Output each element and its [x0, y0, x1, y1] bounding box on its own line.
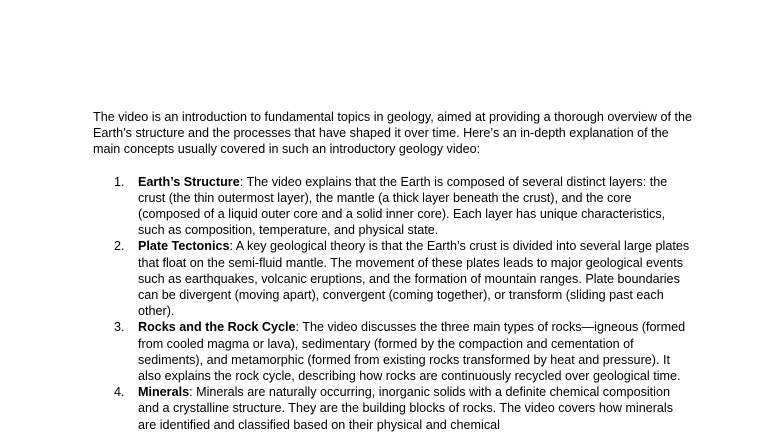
list-item — [93, 238, 693, 319]
list-item-number: 2. — [114, 239, 125, 254]
list-item-text: : A key geological theory is that the Earth’s crust is divided into several large plates that float on the semi-fluid mantle. The movement of these plates leads to major geological events such as earthquakes, volcanic eruptions, and the formation of mountain ranges. Plate boundaries can be divergent (moving apart), convergent (coming together), or transform (sliding past each other). — [138, 239, 690, 319]
list-item-number: 3. — [114, 320, 125, 335]
list-item-term: Earth’s Structure — [138, 174, 240, 189]
list-item-term: Rocks and the Rock Cycle — [138, 320, 296, 335]
topics-list — [93, 174, 693, 433]
list-item-term: Plate Tectonics — [138, 239, 230, 254]
list-item — [93, 319, 693, 384]
list-item — [93, 174, 693, 239]
intro-paragraph: The video is an introduction to fundamental topics in geology, aimed at providing a thorough overview of the Earth’s structure and the processes that have shaped it over time. Here’s an in-depth explanation of the main concepts usually covered in such an introductory geology video: — [93, 110, 693, 157]
list-item-text: : The video discusses the three main types of rocks—igneous (formed from cooled magma or lava), sedimentary (formed by the compaction and cementation of sediments), and metamorphic (formed from existing rocks transformed by heat and pressure). It also explains the rock cycle, describing how rocks are continuously recycled over geological time. — [138, 320, 686, 384]
document-body — [93, 109, 693, 433]
list-item-text: : The video explains that the Earth is composed of several distinct layers: the crust (the thin outermost layer), the mantle (a thick layer beneath the crust), and the core (composed of a liquid outer core and a solid inner core). Each layer has unique characteristics, such as composition, temperature, and physical state. — [138, 174, 668, 238]
list-item-term: Minerals — [138, 385, 190, 400]
list-item — [93, 384, 693, 433]
list-item-number: 1. — [114, 174, 125, 189]
list-item-text: : Minerals are naturally occurring, inorganic solids with a definite chemical composition and a crystalline structure. They are the building blocks of rocks. The video covers how minerals are identified and classified based on their physical and chemical — [138, 385, 674, 432]
list-item-number: 4. — [114, 385, 125, 400]
